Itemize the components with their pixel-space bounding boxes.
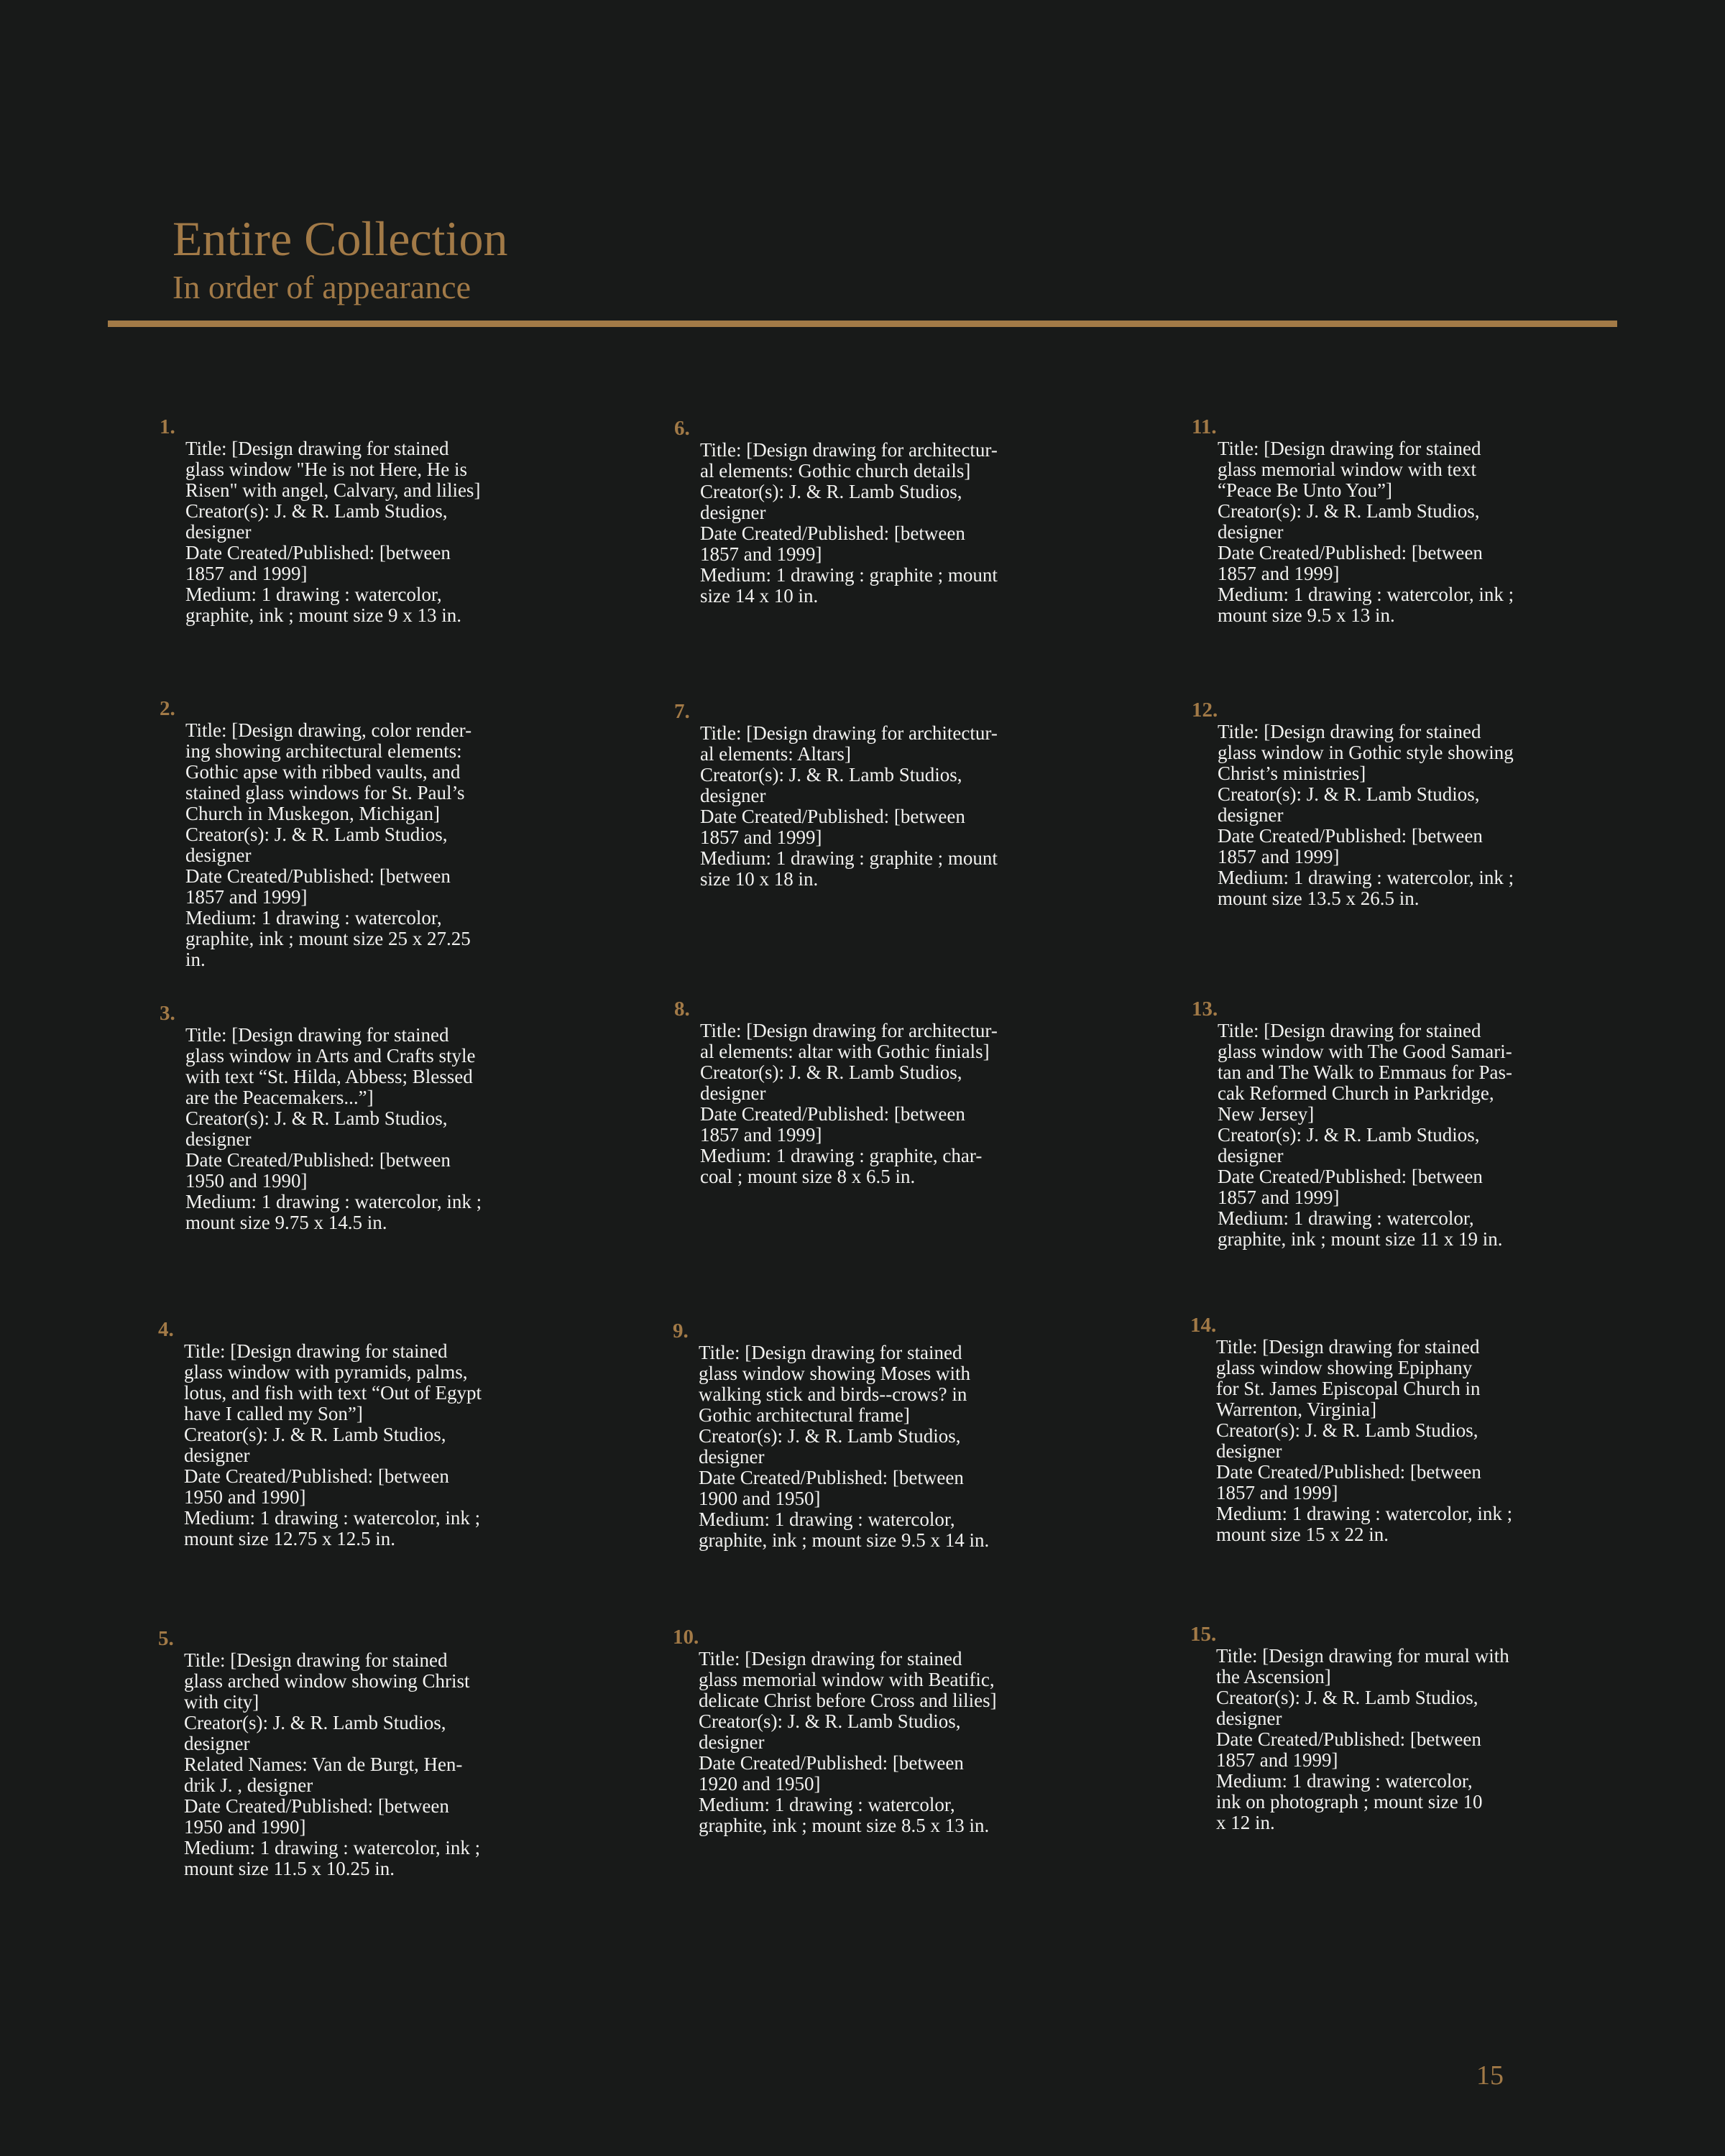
entry-line: Creator(s): J. & R. Lamb Studios,: [699, 1710, 961, 1732]
entry-line: Title: [Design drawing for stained: [1216, 1336, 1480, 1358]
collection-entry: [674, 417, 1045, 607]
entry-line: size 10 x 18 in.: [700, 868, 819, 890]
entry-line: Creator(s): J. & R. Lamb Studios,: [1218, 783, 1480, 805]
collection-entry: [1192, 699, 1563, 909]
entry-line: Date Created/Published: [between: [699, 1467, 964, 1488]
entry-line: x 12 in.: [1216, 1812, 1275, 1833]
entry-details: [184, 1650, 529, 1879]
collection-entry: [158, 1318, 529, 1549]
entry-line: Church in Muskegon, Michigan]: [185, 803, 440, 824]
entry-line: Creator(s): J. & R. Lamb Studios,: [1216, 1687, 1478, 1708]
entry-line: Title: [Design drawing for architectur-: [700, 439, 998, 461]
entry-line: Title: [Design drawing for stained: [184, 1340, 448, 1362]
entry-line: delicate Christ before Cross and lilies]: [699, 1690, 997, 1711]
entry-number: 2.: [160, 697, 175, 720]
entry-line: designer: [700, 502, 766, 523]
entry-line: al elements: Gothic church details]: [700, 460, 971, 482]
entry-line: have I called my Son”]: [184, 1403, 363, 1424]
entry-line: Date Created/Published: [between: [699, 1752, 964, 1774]
entry-line: glass window with The Good Samari-: [1218, 1041, 1512, 1062]
entry-line: Date Created/Published: [between: [184, 1795, 449, 1817]
entry-line: designer: [184, 1445, 250, 1466]
entry-number: 12.: [1192, 699, 1218, 722]
entry-details: [1218, 722, 1563, 909]
entry-number: 4.: [158, 1318, 174, 1341]
entry-line: Medium: 1 drawing : graphite ; mount: [700, 564, 998, 586]
entry-line: Title: [Design drawing for stained: [1218, 438, 1481, 459]
entry-line: 1900 and 1950]: [699, 1488, 821, 1509]
entry-number: 3.: [160, 1002, 175, 1025]
entry-line: Title: [Design drawing for stained: [185, 438, 449, 459]
entry-line: Christ’s ministries]: [1218, 763, 1366, 784]
entry-line: glass window in Arts and Crafts style: [185, 1045, 476, 1067]
entry-line: Creator(s): J. & R. Lamb Studios,: [184, 1424, 446, 1445]
entry-number: 11.: [1192, 415, 1217, 438]
entry-details: [700, 723, 1045, 890]
entry-line: designer: [1218, 804, 1284, 826]
entry-line: Date Created/Published: [between: [1218, 542, 1483, 563]
entry-line: Medium: 1 drawing : watercolor,: [699, 1794, 955, 1815]
collection-entry: [673, 1319, 1044, 1551]
entry-line: Creator(s): J. & R. Lamb Studios,: [1218, 1124, 1480, 1146]
entry-line: Date Created/Published: [between: [184, 1465, 449, 1487]
entry-line: Date Created/Published: [between: [185, 542, 451, 563]
entry-line: 1857 and 1999]: [700, 1124, 822, 1146]
entry-line: 1857 and 1999]: [700, 543, 822, 565]
entry-line: Creator(s): J. & R. Lamb Studios,: [184, 1712, 446, 1733]
collection-entry: [674, 998, 1045, 1187]
entry-line: graphite, ink ; mount size 9 x 13 in.: [185, 604, 461, 626]
entry-line: Medium: 1 drawing : graphite, char-: [700, 1145, 983, 1166]
entry-line: Creator(s): J. & R. Lamb Studios,: [699, 1425, 961, 1447]
entry-line: Title: [Design drawing for stained: [699, 1648, 962, 1669]
entry-line: size 14 x 10 in.: [700, 585, 819, 607]
entry-line: 1857 and 1999]: [185, 563, 308, 584]
page-subtitle: In order of appearance: [172, 269, 472, 305]
entry-line: tan and The Walk to Emmaus for Pas-: [1218, 1061, 1512, 1083]
entry-line: glass arched window showing Christ: [184, 1670, 470, 1692]
entry-line: Title: [Design drawing for architectur-: [700, 722, 998, 744]
entry-line: graphite, ink ; mount size 8.5 x 13 in.: [699, 1815, 990, 1836]
entry-line: Medium: 1 drawing : watercolor, ink ;: [1218, 584, 1514, 605]
entry-line: Creator(s): J. & R. Lamb Studios,: [1216, 1419, 1478, 1441]
entry-line: Gothic architectural frame]: [699, 1404, 910, 1426]
collection-entry: [1192, 415, 1563, 626]
entry-line: Date Created/Published: [between: [1216, 1728, 1481, 1750]
entry-line: 1950 and 1990]: [184, 1486, 306, 1508]
entry-line: Medium: 1 drawing : graphite ; mount: [700, 847, 998, 869]
entry-line: with text “St. Hilda, Abbess; Blessed: [185, 1066, 473, 1087]
entry-line: mount size 13.5 x 26.5 in.: [1218, 888, 1420, 909]
entry-line: Date Created/Published: [between: [700, 806, 965, 827]
entry-number: 5.: [158, 1627, 174, 1650]
entry-line: designer: [1216, 1440, 1282, 1462]
entry-line: 1857 and 1999]: [1216, 1749, 1338, 1771]
entry-line: the Ascension]: [1216, 1666, 1331, 1687]
entry-line: 1857 and 1999]: [1218, 1187, 1340, 1208]
entry-details: [184, 1341, 529, 1549]
entry-line: Date Created/Published: [between: [185, 1149, 451, 1171]
entry-line: designer: [185, 844, 252, 866]
entry-line: Warrenton, Virginia]: [1216, 1399, 1377, 1420]
entry-line: Date Created/Published: [between: [700, 1103, 965, 1125]
entry-line: glass memorial window with Beatific,: [699, 1669, 995, 1690]
entry-line: glass window in Gothic style showing: [1218, 742, 1514, 763]
entry-line: al elements: Altars]: [700, 743, 851, 765]
entry-details: [185, 438, 530, 626]
entry-line: Title: [Design drawing for stained: [1218, 1020, 1481, 1041]
collection-entry: [674, 700, 1045, 890]
entry-line: Title: [Design drawing, color render-: [185, 719, 472, 741]
entry-line: 1857 and 1999]: [700, 826, 822, 848]
entry-line: stained glass windows for St. Paul’s: [185, 782, 465, 803]
entry-line: 1857 and 1999]: [185, 886, 308, 908]
entry-line: 1920 and 1950]: [699, 1773, 821, 1795]
entry-line: Gothic apse with ribbed vaults, and: [185, 761, 461, 783]
entry-details: [1218, 1021, 1563, 1250]
entry-line: Medium: 1 drawing : watercolor, ink ;: [1218, 867, 1514, 888]
entry-line: designer: [185, 1128, 252, 1150]
entry-line: are the Peacemakers...”]: [185, 1087, 374, 1108]
collection-entry: [160, 697, 530, 970]
entry-line: designer: [185, 521, 252, 543]
entry-line: Title: [Design drawing for stained: [699, 1342, 962, 1363]
entry-line: Date Created/Published: [between: [185, 865, 451, 887]
entry-line: 1857 and 1999]: [1218, 563, 1340, 584]
entry-details: [185, 720, 530, 970]
entry-number: 7.: [674, 700, 690, 723]
entry-line: for St. James Episcopal Church in: [1216, 1378, 1481, 1399]
entry-line: ink on photograph ; mount size 10: [1216, 1791, 1483, 1812]
entry-line: “Peace Be Unto You”]: [1218, 479, 1392, 501]
entry-line: Title: [Design drawing for stained: [184, 1649, 448, 1671]
entry-line: Creator(s): J. & R. Lamb Studios,: [700, 764, 962, 786]
entry-line: designer: [1218, 1145, 1284, 1166]
entry-line: lotus, and fish with text “Out of Egypt: [184, 1382, 482, 1404]
entry-number: 15.: [1190, 1623, 1217, 1646]
entry-line: Medium: 1 drawing : watercolor,: [185, 907, 442, 929]
entry-details: [699, 1649, 1044, 1836]
entry-line: Creator(s): J. & R. Lamb Studios,: [1218, 500, 1480, 522]
entry-line: 1857 and 1999]: [1218, 846, 1340, 867]
entry-line: New Jersey]: [1218, 1103, 1315, 1125]
entry-line: designer: [184, 1733, 250, 1754]
entry-details: [1218, 438, 1563, 626]
entry-line: al elements: altar with Gothic finials]: [700, 1041, 990, 1062]
collection-entry: [1192, 998, 1563, 1250]
entry-number: 10.: [673, 1626, 699, 1649]
entry-details: [185, 1025, 530, 1233]
entry-line: glass memorial window with text: [1218, 459, 1476, 480]
entry-line: designer: [699, 1446, 765, 1468]
entry-line: Title: [Design drawing for stained: [185, 1024, 449, 1046]
entry-line: glass window "He is not Here, He is: [185, 459, 467, 480]
entry-line: designer: [700, 1082, 766, 1104]
entry-number: 14.: [1190, 1314, 1217, 1337]
entry-line: Date Created/Published: [between: [1218, 1166, 1483, 1187]
page-title: Entire Collection: [172, 211, 508, 266]
entry-number: 6.: [674, 417, 690, 440]
entry-line: glass window with pyramids, palms,: [184, 1361, 468, 1383]
collection-entry: [1190, 1314, 1561, 1545]
collection-entry: [160, 1002, 530, 1233]
collection-entry: [673, 1626, 1044, 1836]
entry-line: glass window showing Epiphany: [1216, 1357, 1473, 1378]
entry-line: Medium: 1 drawing : watercolor, ink ;: [184, 1837, 481, 1858]
entry-line: Title: [Design drawing for architectur-: [700, 1020, 998, 1041]
entry-line: with city]: [184, 1691, 259, 1713]
entry-line: drik J. , designer: [184, 1774, 313, 1796]
entry-number: 1.: [160, 415, 175, 438]
entry-line: Medium: 1 drawing : watercolor, ink ;: [1216, 1503, 1513, 1524]
entry-line: Medium: 1 drawing : watercolor,: [699, 1508, 955, 1530]
header-divider: [108, 321, 1617, 327]
entry-line: Medium: 1 drawing : watercolor, ink ;: [184, 1507, 481, 1529]
entry-line: Title: [Design drawing for mural with: [1216, 1645, 1509, 1667]
entry-line: graphite, ink ; mount size 9.5 x 14 in.: [699, 1529, 990, 1551]
entry-line: designer: [700, 785, 766, 806]
entry-line: Title: [Design drawing for stained: [1218, 721, 1481, 742]
entry-line: mount size 11.5 x 10.25 in.: [184, 1858, 395, 1879]
entry-line: glass window showing Moses with: [699, 1363, 971, 1384]
entry-line: mount size 15 x 22 in.: [1216, 1524, 1389, 1545]
entry-line: Date Created/Published: [between: [1216, 1461, 1481, 1483]
entry-line: 1857 and 1999]: [1216, 1482, 1338, 1503]
entry-details: [699, 1342, 1044, 1551]
entry-line: Medium: 1 drawing : watercolor,: [1218, 1207, 1474, 1229]
entry-line: Date Created/Published: [between: [700, 522, 965, 544]
entry-line: Creator(s): J. & R. Lamb Studios,: [700, 481, 962, 502]
collection-entry: [158, 1627, 529, 1879]
entry-number: 8.: [674, 998, 690, 1021]
entry-line: Medium: 1 drawing : watercolor, ink ;: [185, 1191, 482, 1212]
page-number: 15: [1476, 2060, 1504, 2091]
entry-line: mount size 9.5 x 13 in.: [1218, 604, 1395, 626]
entry-line: Creator(s): J. & R. Lamb Studios,: [185, 824, 448, 845]
entry-line: Creator(s): J. & R. Lamb Studios,: [700, 1061, 962, 1083]
entry-line: ing showing architectural elements:: [185, 740, 462, 762]
entry-line: designer: [1218, 521, 1284, 543]
entry-line: mount size 9.75 x 14.5 in.: [185, 1212, 387, 1233]
entry-details: [700, 1021, 1045, 1187]
entry-line: Medium: 1 drawing : watercolor,: [185, 584, 442, 605]
entry-line: Date Created/Published: [between: [1218, 825, 1483, 847]
entry-line: walking stick and birds--crows? in: [699, 1383, 967, 1405]
entry-line: mount size 12.75 x 12.5 in.: [184, 1528, 395, 1549]
entry-line: Creator(s): J. & R. Lamb Studios,: [185, 1107, 448, 1129]
entry-line: Risen" with angel, Calvary, and lilies]: [185, 479, 481, 501]
entry-details: [1216, 1646, 1561, 1833]
entry-line: graphite, ink ; mount size 11 x 19 in.: [1218, 1228, 1503, 1250]
entry-details: [1216, 1337, 1561, 1545]
collection-entry: [1190, 1623, 1561, 1833]
entry-line: in.: [185, 949, 206, 970]
entry-line: Related Names: Van de Burgt, Hen-: [184, 1754, 463, 1775]
entry-line: 1950 and 1990]: [184, 1816, 306, 1838]
entry-number: 9.: [673, 1319, 689, 1342]
collection-entry: [160, 415, 530, 626]
entry-line: 1950 and 1990]: [185, 1170, 308, 1192]
entry-line: designer: [699, 1731, 765, 1753]
entry-line: cak Reformed Church in Parkridge,: [1218, 1082, 1494, 1104]
entry-line: Creator(s): J. & R. Lamb Studios,: [185, 500, 448, 522]
entry-number: 13.: [1192, 998, 1218, 1021]
entry-line: Medium: 1 drawing : watercolor,: [1216, 1770, 1473, 1792]
entry-line: designer: [1216, 1708, 1282, 1729]
entry-details: [700, 440, 1045, 607]
entry-line: coal ; mount size 8 x 6.5 in.: [700, 1166, 916, 1187]
entry-line: graphite, ink ; mount size 25 x 27.25: [185, 928, 471, 949]
